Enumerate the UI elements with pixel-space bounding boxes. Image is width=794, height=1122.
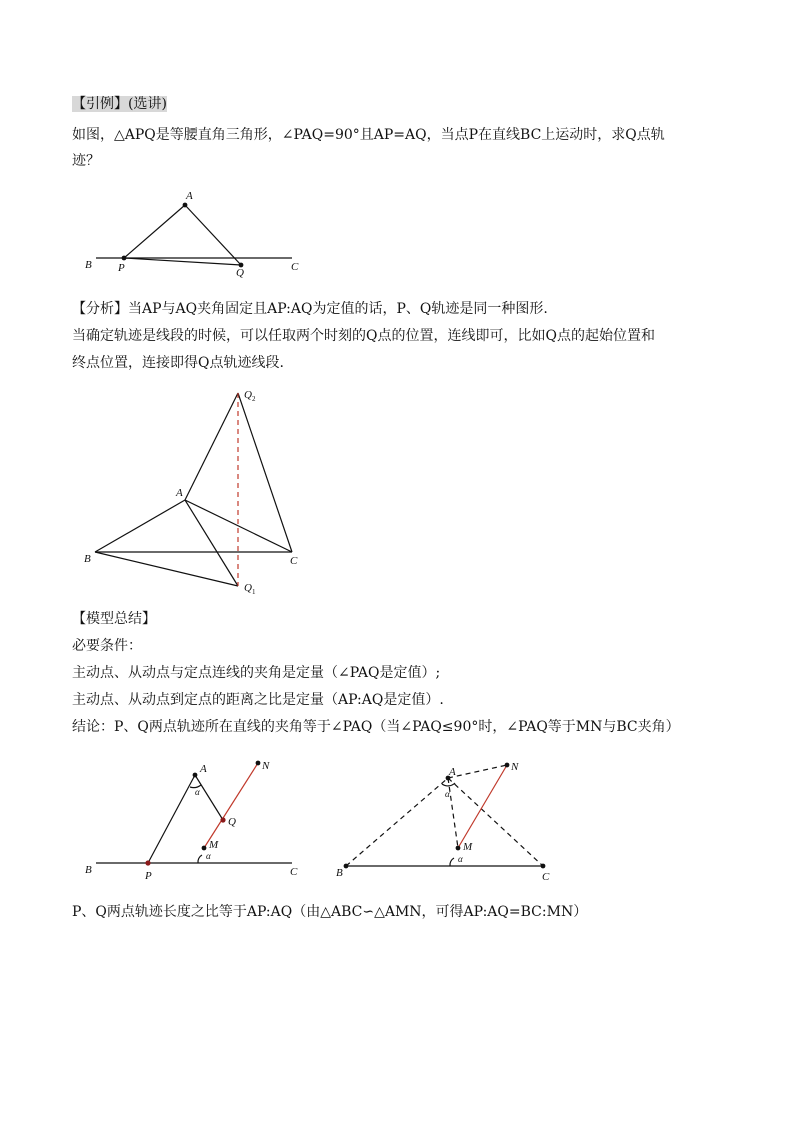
- fig2-segment-bq1: [95, 552, 238, 586]
- fig4-label-a: A: [449, 766, 456, 778]
- fig4-point-b: [344, 864, 349, 869]
- fig3-label-n: N: [262, 760, 270, 772]
- fig3-point-n: [256, 761, 261, 766]
- fig4-label-alpha-a: α: [445, 789, 450, 799]
- fig2-segment-ba: [95, 500, 185, 552]
- fig3-label-c: C: [290, 866, 298, 878]
- figure-1: [96, 205, 292, 265]
- fig1-point-p: [122, 256, 127, 261]
- fig3-segment-pa: [148, 775, 195, 863]
- fig1-segment-pq: [124, 258, 241, 265]
- fig4-label-c: C: [542, 871, 550, 883]
- fig1-point-a: [183, 203, 188, 208]
- summary-condition-2: 主动点、从动点到定点的距离之比是定量（AP:AQ是定值）.: [72, 692, 444, 708]
- figure-3: [96, 763, 292, 863]
- fig4-segment-an: [448, 765, 507, 778]
- fig2-label-c: C: [290, 555, 298, 567]
- fig3-point-p: [145, 860, 150, 865]
- fig3-label-q: Q: [228, 816, 236, 828]
- fig2-label-a: A: [176, 487, 183, 499]
- example-heading: 【引例】(选讲): [72, 96, 167, 112]
- fig4-label-n: N: [511, 761, 519, 773]
- summary-condition-1: 主动点、从动点与定点连线的夹角是定量（∠PAQ是定值）;: [72, 665, 441, 681]
- fig4-label-alpha-m: α: [458, 854, 463, 864]
- fig4-label-m: M: [463, 841, 473, 853]
- fig1-label-a: A: [186, 190, 193, 202]
- fig3-label-alpha-m: α: [206, 851, 211, 861]
- fig3-label-b: B: [85, 864, 92, 876]
- fig4-angle-arc-m: [450, 858, 454, 866]
- fig3-label-alpha-a: α: [195, 787, 200, 797]
- fig3-point-m: [202, 846, 207, 851]
- fig3-segment-aq: [195, 775, 223, 820]
- fig1-label-q: Q: [236, 267, 244, 279]
- fig3-angle-arc-m: [198, 855, 202, 863]
- figure-4: [346, 765, 543, 866]
- problem-line-2: 迹？: [72, 153, 100, 169]
- fig4-trajectory-mn: [458, 765, 507, 848]
- fig3-label-a: A: [200, 763, 207, 775]
- summary-conclusion: 结论：P、Q两点轨迹所在直线的夹角等于∠PAQ（当∠PAQ≤90°时，∠PAQ等于MN与BC夹角）: [72, 719, 680, 735]
- problem-line-1: 如图，△APQ是等腰直角三角形，∠PAQ=90°且AP=AQ，当点P在直线BC上运动时，求Q点轨: [72, 127, 665, 143]
- fig1-segment-ap: [124, 205, 185, 258]
- fig1-segment-aq: [185, 205, 241, 265]
- fig3-point-a: [193, 773, 198, 778]
- fig1-label-p: P: [118, 262, 125, 274]
- fig3-label-p: P: [145, 870, 152, 882]
- analysis-line-3: 终点位置，连接即得Q点轨迹线段.: [72, 355, 284, 371]
- fig3-trajectory-mn: [204, 763, 258, 848]
- summary-title: 【模型总结】: [72, 611, 156, 627]
- summary-ratio: P、Q两点轨迹长度之比等于AP:AQ（由△ABC∽△AMN，可得AP:AQ=BC:MN）: [72, 904, 588, 920]
- fig4-point-c: [541, 864, 546, 869]
- fig4-angle-arc-a: [442, 783, 455, 786]
- summary-condition-title: 必要条件：: [72, 638, 142, 654]
- fig4-point-n: [505, 763, 510, 768]
- fig1-label-c: C: [291, 261, 299, 273]
- fig2-label-q2: $Q_2$: [244, 389, 256, 403]
- fig1-label-b: B: [85, 259, 92, 271]
- fig3-point-q: [220, 817, 225, 822]
- fig2-label-b: B: [84, 553, 91, 565]
- figure-2: [95, 393, 292, 586]
- analysis-line-1: 【分析】当AP与AQ夹角固定且AP:AQ为定值的话，P、Q轨迹是同一种图形.: [72, 301, 548, 317]
- fig4-label-b: B: [336, 867, 343, 879]
- fig3-label-m: M: [209, 839, 219, 851]
- analysis-line-2: 当确定轨迹是线段的时候，可以任取两个时刻的Q点的位置，连线即可，比如Q点的起始位置和: [72, 328, 655, 344]
- fig2-segment-q2c: [238, 393, 292, 552]
- fig4-point-m: [456, 846, 461, 851]
- fig2-label-q1: $Q_1$: [244, 582, 256, 596]
- fig4-segment-ba: [346, 778, 448, 866]
- fig2-segment-aq2: [185, 393, 238, 500]
